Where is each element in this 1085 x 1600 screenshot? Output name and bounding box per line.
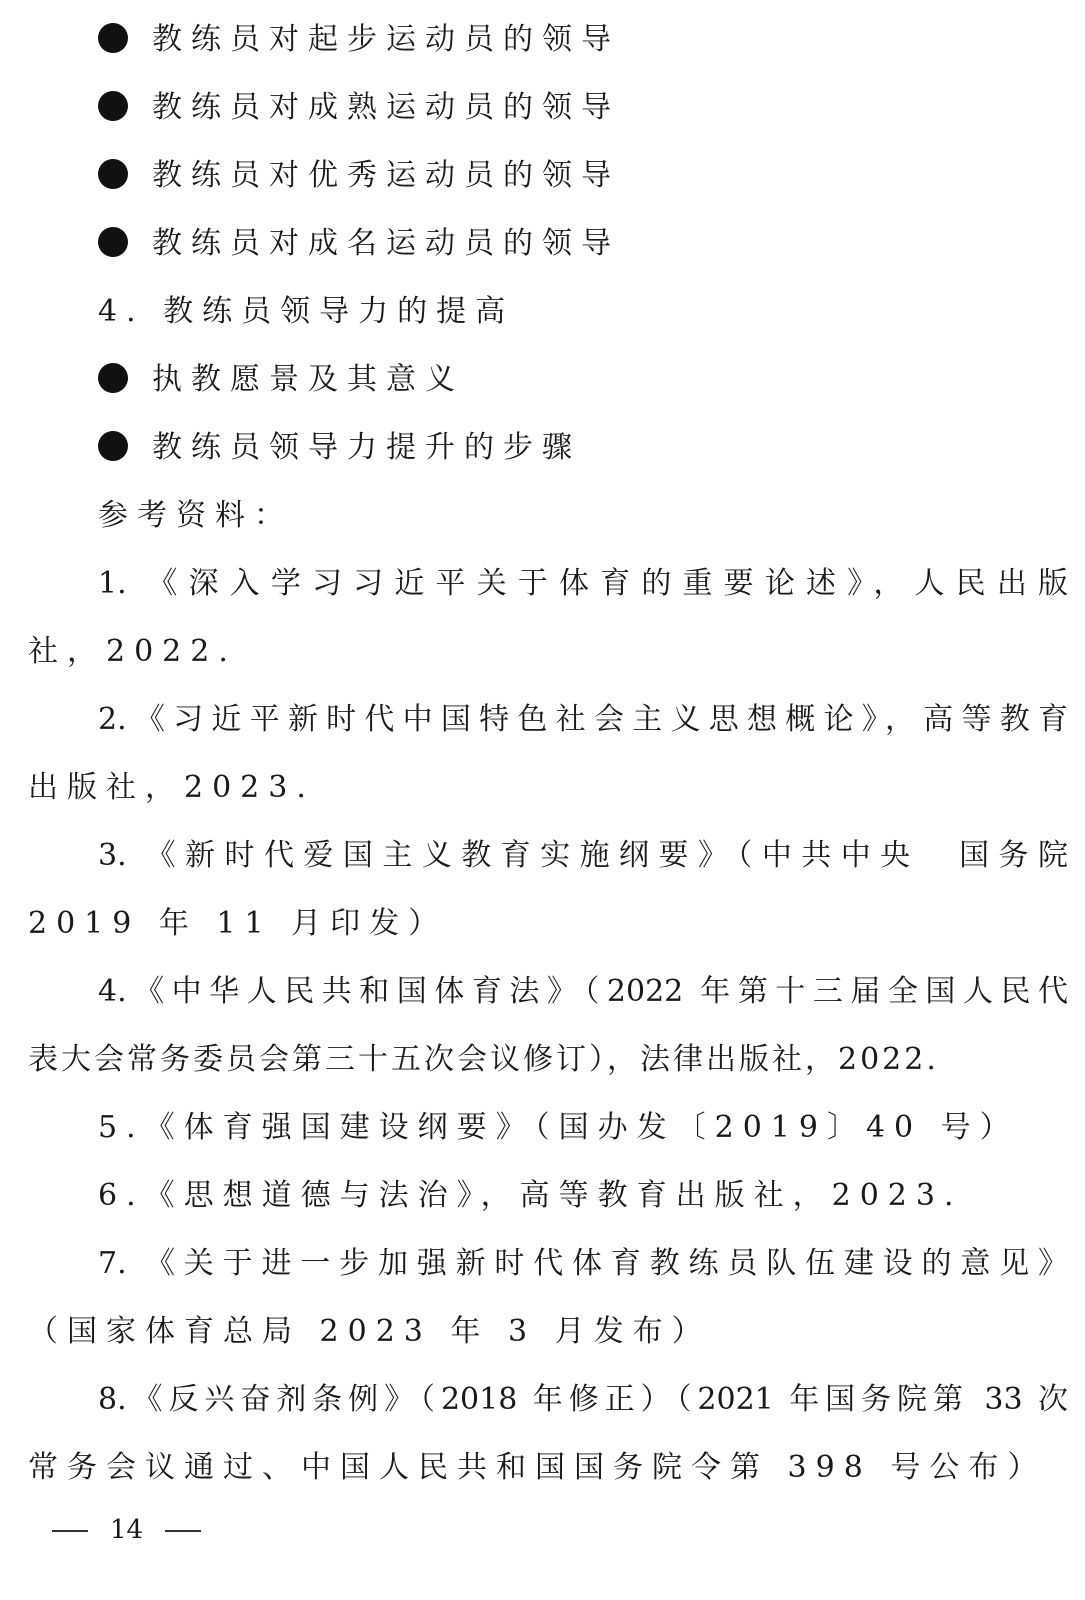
bullet-icon — [98, 23, 128, 53]
bullet-icon — [98, 431, 128, 461]
list-item — [98, 426, 1068, 470]
list-item-text: 教练员领导力提升的步骤 — [152, 430, 581, 465]
reference-item-5: 5.《体育强国建设纲要》（国办发〔2019〕40 号） — [98, 1110, 1019, 1145]
reference-item-2-line1: 2.《习近平新时代中国特色社会主义思想概论》，高等教育 — [98, 702, 1068, 737]
list-item-text: 教练员对成名运动员的领导 — [152, 226, 620, 261]
reference-item-4-line2: 表大会常务委员会第三十五次会议修订），法律出版社，2022. — [28, 1042, 939, 1077]
section-heading: 4. 教练员领导力的提高 — [98, 294, 515, 329]
list-item — [98, 222, 1068, 266]
dash-left — [52, 1530, 88, 1532]
reference-item-7-line2: （国家体育总局 2023 年 3 月发布） — [28, 1314, 711, 1349]
bullet-icon — [98, 227, 128, 257]
page-number: 14 — [110, 1515, 144, 1545]
reference-item-8-line1: 8.《反兴奋剂条例》（2018 年修正）（2021 年国务院第 33 次 — [98, 1382, 1068, 1417]
bullet-icon — [98, 363, 128, 393]
references-heading: 参考资料： — [98, 498, 293, 533]
list-item — [98, 154, 1068, 198]
list-item-text: 教练员对起步运动员的领导 — [152, 22, 620, 57]
reference-item-1-line1: 1. 《深入学习习近平关于体育的重要论述》，人民出版 — [98, 566, 1068, 601]
reference-item-3-line1: 3. 《新时代爱国主义教育实施纲要》（中共中央 国务院 — [98, 838, 1068, 873]
page-footer — [52, 1512, 201, 1548]
reference-item-1-line2: 社，2022. — [28, 634, 237, 669]
dash-right — [165, 1530, 201, 1532]
reference-item-4-line1: 4.《中华人民共和国体育法》（2022 年第十三届全国人民代 — [98, 974, 1068, 1009]
reference-item-2-line2: 出版社，2023. — [28, 770, 315, 805]
list-item — [98, 18, 1068, 62]
bullet-icon — [98, 91, 128, 121]
reference-item-8-line2: 常务会议通过、中国人民共和国国务院令第 398 号公布） — [28, 1450, 1047, 1485]
reference-item-7-line1: 7. 《关于进一步加强新时代体育教练员队伍建设的意见》 — [98, 1246, 1068, 1281]
reference-item-3-line2: 2019 年 11 月印发） — [28, 906, 448, 941]
reference-item-6: 6.《思想道德与法治》，高等教育出版社，2023. — [98, 1178, 963, 1213]
list-item-text: 教练员对优秀运动员的领导 — [152, 158, 620, 193]
list-item — [98, 86, 1068, 130]
list-item-text: 执教愿景及其意义 — [152, 362, 464, 397]
list-item-text: 教练员对成熟运动员的领导 — [152, 90, 620, 125]
bullet-icon — [98, 159, 128, 189]
list-item — [98, 358, 1068, 402]
